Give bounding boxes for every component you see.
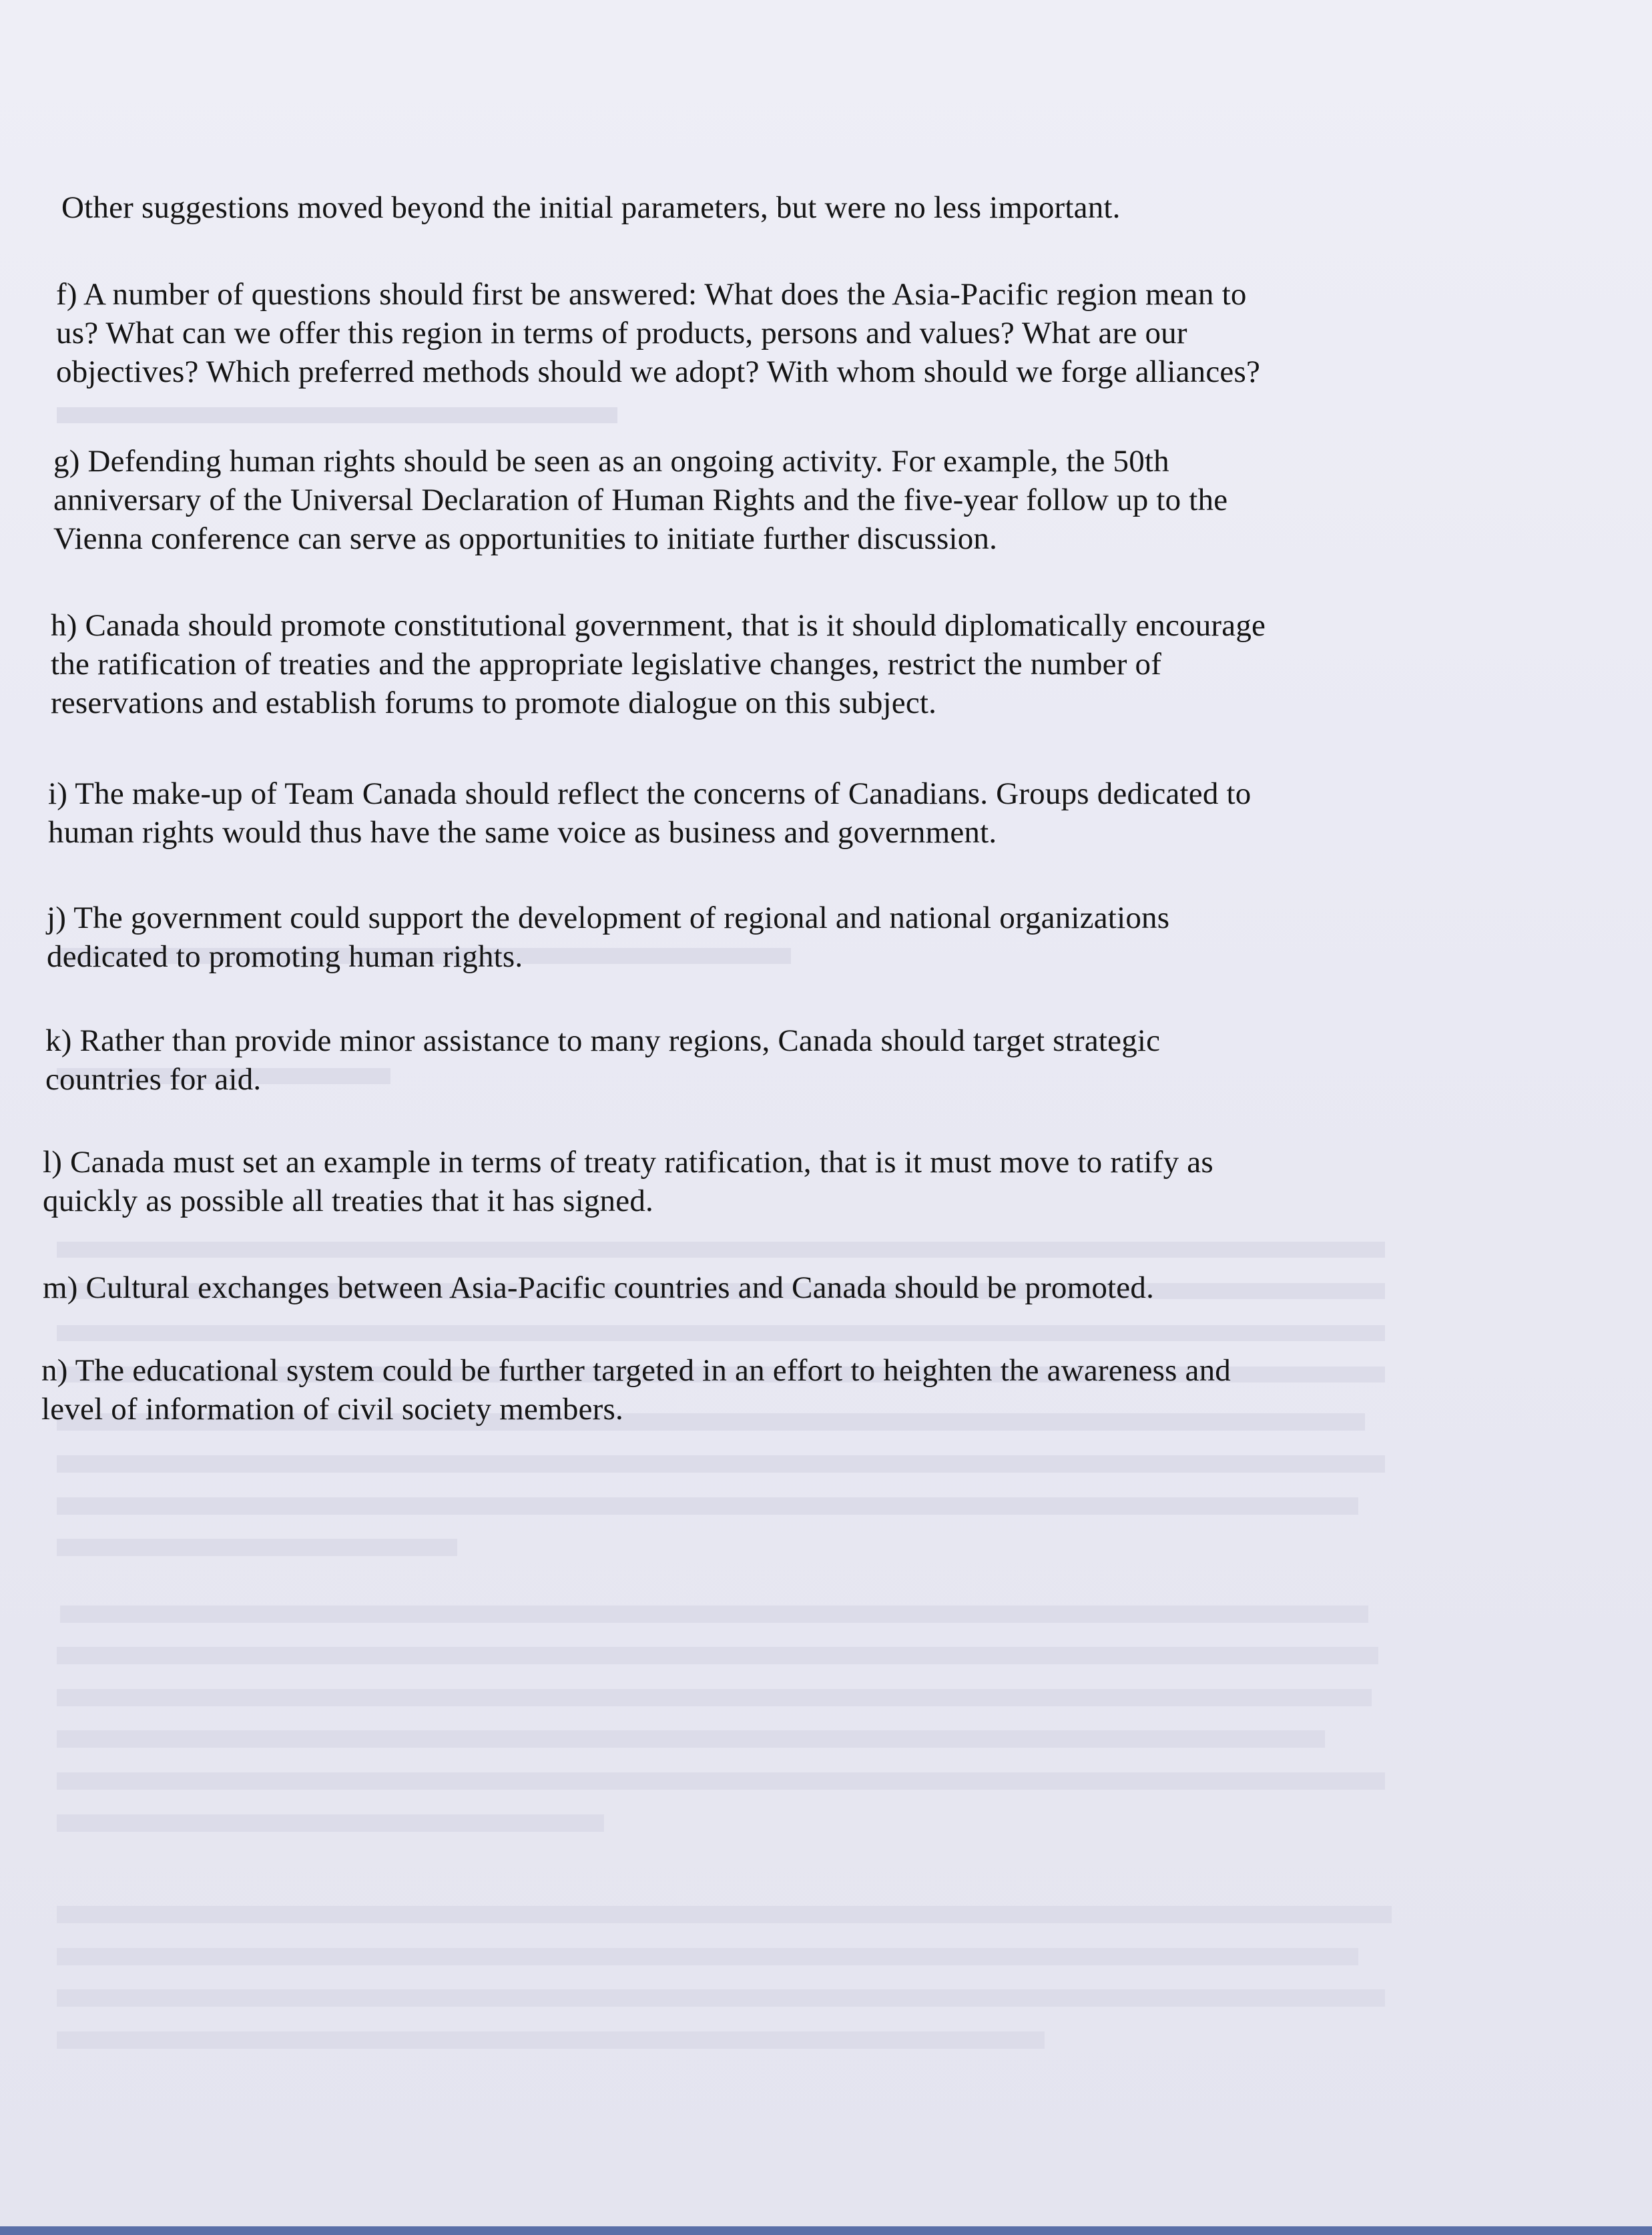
item-k-paragraph [45, 1021, 1160, 1099]
item-f-line-2: us? What can we offer this region in terms of products, persons and values? What are our [56, 316, 1187, 350]
item-f-line-1: f) A number of questions should first be answered: What does the Asia-Pacific region mean to [56, 277, 1247, 312]
item-j-line-2: dedicated to promoting human rights. [47, 939, 523, 974]
item-j-line-1: j) The government could support the development of regional and national organizations [47, 901, 1170, 935]
item-k-line-1: k) Rather than provide minor assistance to many regions, Canada should target strategic [45, 1023, 1161, 1058]
item-f-paragraph [56, 275, 1260, 391]
intro-text: Other suggestions moved beyond the initial parameters, but were no less important. [61, 190, 1121, 225]
scan-edge-band [0, 2226, 1652, 2235]
item-h-line-3: reservations and establish forums to promote dialogue on this subject. [51, 686, 937, 720]
item-g-line-3: Vienna conference can serve as opportunities to initiate further discussion. [53, 521, 998, 556]
item-i-line-1: i) The make-up of Team Canada should reflect the concerns of Canadians. Groups dedicated to [48, 776, 1252, 811]
item-j-paragraph [47, 899, 1169, 976]
item-i-line-2: human rights would thus have the same voice as business and government. [48, 815, 997, 850]
item-g-line-1: g) Defending human rights should be seen as an ongoing activity. For example, the 50th [53, 444, 1169, 479]
item-f-line-3: objectives? Which preferred methods should we adopt? With whom should we forge alliances? [56, 354, 1261, 389]
item-g-line-2: anniversary of the Universal Declaration of Human Rights and the five-year follow up to the [53, 483, 1228, 517]
item-n-paragraph [41, 1351, 1231, 1429]
item-m-paragraph [43, 1268, 1154, 1307]
item-k-line-2: countries for aid. [45, 1062, 262, 1097]
item-l-paragraph [43, 1143, 1213, 1220]
item-h-line-1: h) Canada should promote constitutional government, that is it should diplomatically encourage [51, 608, 1266, 643]
item-l-line-1: l) Canada must set an example in terms of treaty ratification, that is it must move to ratify as [43, 1145, 1213, 1180]
item-i-paragraph [48, 774, 1251, 852]
item-h-line-2: the ratification of treaties and the appropriate legislative changes, restrict the number of [51, 647, 1162, 682]
intro-paragraph [61, 188, 1121, 227]
item-n-line-1: n) The educational system could be further targeted in an effort to heighten the awareness and [41, 1353, 1231, 1388]
item-l-line-2: quickly as possible all treaties that it has signed. [43, 1184, 653, 1218]
item-m-line-1: m) Cultural exchanges between Asia-Pacific countries and Canada should be promoted. [43, 1270, 1155, 1305]
item-n-line-2: level of information of civil society members. [41, 1392, 623, 1427]
item-h-paragraph [51, 606, 1266, 722]
item-g-paragraph [53, 442, 1227, 558]
